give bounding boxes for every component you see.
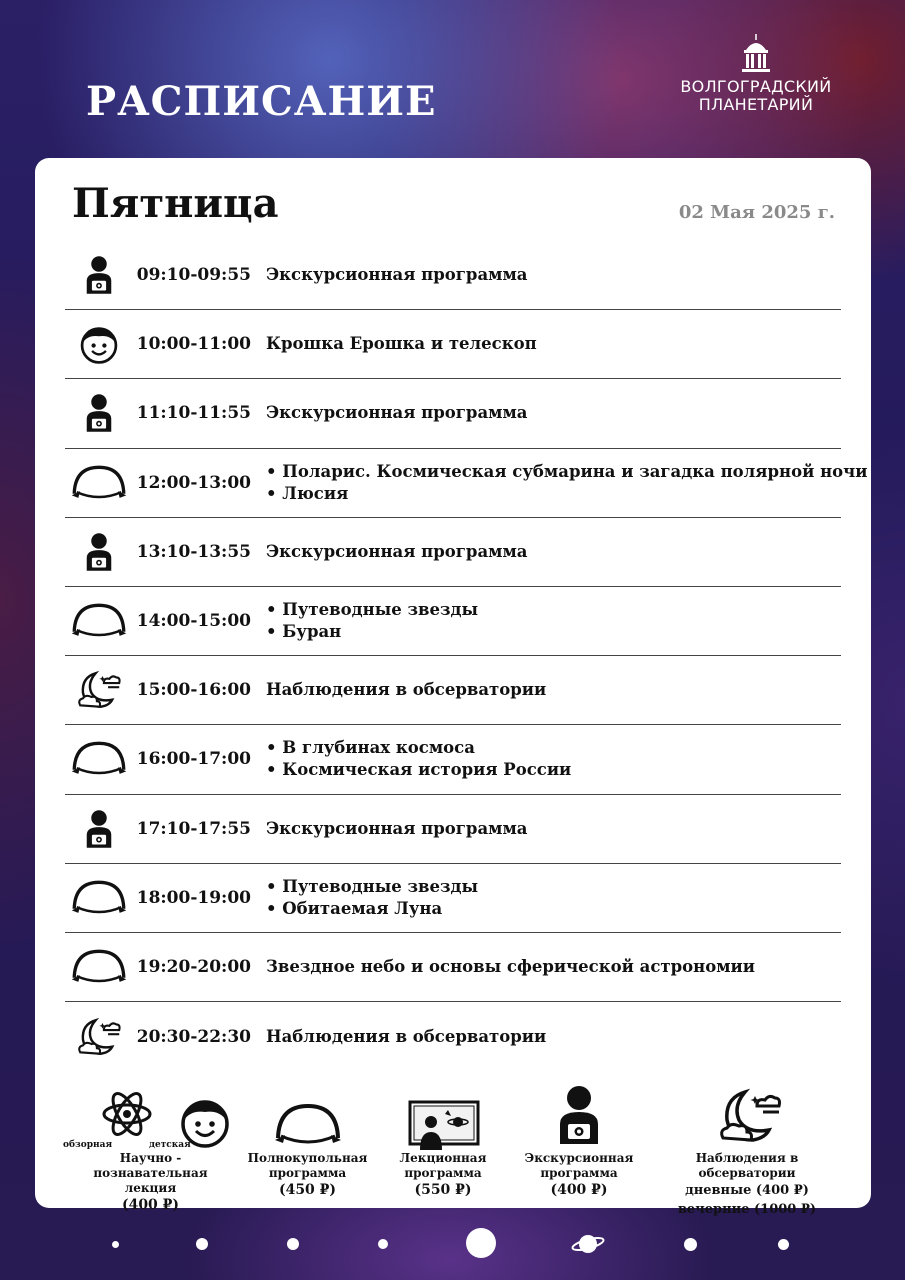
planet-dot	[466, 1228, 496, 1258]
schedule-row	[65, 518, 841, 587]
program-title: Экскурсионная программа	[266, 541, 528, 561]
program-title: Экскурсионная программа	[266, 818, 528, 838]
legend-small-right: детская	[149, 1140, 191, 1150]
program-title: • Путеводные звезды	[266, 600, 479, 620]
saturn-icon	[570, 1230, 606, 1258]
schedule-titles	[266, 461, 868, 505]
schedule-titles	[266, 1026, 546, 1048]
star-dot	[287, 1238, 299, 1250]
legend-label: Экскурсионная	[524, 1151, 634, 1165]
legend-label: Лекционная	[399, 1151, 487, 1165]
schedule-time: 10:00-11:00	[136, 334, 251, 355]
star-dot	[378, 1239, 388, 1249]
excursion-icon	[69, 391, 129, 435]
schedule-titles	[266, 541, 528, 563]
schedule-time: 20:30-22:30	[136, 1026, 251, 1047]
dome-icon	[273, 1102, 343, 1148]
legend-observatory	[647, 1088, 847, 1217]
schedule-row	[65, 725, 841, 794]
legend-price: (550 ₽)	[414, 1182, 472, 1198]
dome-icon	[69, 461, 129, 505]
schedule-titles	[266, 876, 478, 920]
schedule-titles	[266, 956, 755, 978]
schedule-row	[65, 379, 841, 448]
legend	[35, 1078, 871, 1217]
excursion-icon	[554, 1084, 604, 1146]
schedule-time: 12:00-13:00	[136, 472, 251, 493]
moon-cloud-icon	[69, 668, 129, 712]
schedule-row	[65, 587, 841, 656]
dome-icon	[69, 945, 129, 989]
program-title: • В глубинах космоса	[266, 738, 475, 758]
schedule-titles	[266, 737, 571, 781]
legend-price: (400 ₽)	[550, 1182, 608, 1198]
program-title: Звездное небо и основы сферической астрономии	[266, 956, 756, 976]
schedule-time: 09:10-09:55	[136, 265, 251, 286]
legend-price: (450 ₽)	[278, 1182, 337, 1198]
dome-icon	[69, 876, 129, 920]
program-title: • Буран	[266, 622, 342, 642]
schedule-time: 16:00-17:00	[136, 749, 251, 770]
schedule-titles	[266, 333, 537, 355]
lecture-screen-icon	[408, 1100, 480, 1152]
dome-icon	[69, 599, 129, 643]
star-dot	[112, 1241, 119, 1248]
atom-icon	[101, 1088, 153, 1140]
legend-science-lecture	[63, 1088, 238, 1213]
logo-line-2: ПЛАНЕТАРИЙ	[698, 95, 814, 114]
schedule-titles	[266, 264, 528, 286]
schedule-row	[65, 795, 841, 864]
legend-excursion-program	[519, 1088, 639, 1208]
program-title: Экскурсионная программа	[266, 265, 528, 285]
legend-label: программа	[268, 1166, 347, 1180]
schedule-time: 15:00-16:00	[136, 680, 251, 701]
legend-label: Наблюдения в обсерватории	[695, 1151, 799, 1180]
legend-label: Научно - познавательная	[93, 1151, 208, 1180]
legend-evening-price: вечерние (1000 ₽)	[677, 1202, 817, 1217]
legend-day-price: дневные (400 ₽)	[685, 1183, 809, 1198]
star-dot	[684, 1238, 697, 1251]
program-title: Наблюдения в обсерватории	[266, 680, 547, 700]
schedule-titles	[266, 818, 528, 840]
legend-lecture-program	[383, 1088, 503, 1208]
program-title: • Путеводные звезды	[266, 876, 479, 896]
schedule-row	[65, 310, 841, 379]
page-title: РАСПИСАНИЕ	[86, 78, 437, 125]
schedule-time: 17:10-17:55	[136, 818, 251, 839]
legend-dome-program	[245, 1088, 370, 1208]
schedule-titles	[266, 679, 546, 701]
schedule-row	[65, 449, 868, 518]
dome-icon	[69, 737, 129, 781]
schedule-list	[65, 241, 868, 1071]
program-title: Наблюдения в обсерватории	[266, 1026, 547, 1046]
moon-cloud-icon	[69, 1015, 129, 1059]
schedule-row	[65, 656, 841, 725]
schedule-date: 02 Мая 2025 г.	[678, 202, 835, 223]
schedule-row	[65, 864, 841, 933]
schedule-time: 19:20-20:00	[136, 956, 251, 977]
legend-small-left: обзорная	[63, 1140, 113, 1150]
schedule-time: 18:00-19:00	[136, 887, 251, 908]
excursion-icon	[69, 807, 129, 851]
schedule-card	[35, 158, 871, 1217]
legend-price: (400 ₽)	[121, 1197, 180, 1213]
program-title: • Люсия	[266, 483, 349, 503]
schedule-time: 11:10-11:55	[136, 403, 251, 424]
program-title: Экскурсионная программа	[266, 403, 528, 423]
kid-face-icon	[69, 322, 129, 366]
star-dot	[196, 1238, 208, 1250]
planetarium-building-icon	[739, 34, 773, 74]
legend-label: Полнокупольная	[247, 1151, 368, 1165]
schedule-row	[65, 933, 841, 1002]
program-title: • Космическая история России	[266, 760, 572, 780]
day-name: Пятница	[72, 180, 279, 227]
legend-label: программа	[540, 1166, 618, 1180]
program-title: • Поларис. Космическая субмарина и загадка полярной ночи	[266, 461, 868, 481]
legend-label: программа	[404, 1166, 482, 1180]
schedule-time: 13:10-13:55	[136, 541, 251, 562]
schedule-titles	[266, 402, 528, 424]
schedule-time: 14:00-15:00	[136, 611, 251, 632]
program-title: • Обитаемая Луна	[266, 898, 443, 918]
schedule-row	[65, 1002, 841, 1071]
planetarium-logo	[672, 34, 840, 114]
excursion-icon	[69, 253, 129, 297]
schedule-titles	[266, 599, 478, 643]
decorative-planets	[0, 1225, 905, 1265]
logo-line-1: ВОЛГОГРАДСКИЙ	[680, 77, 832, 96]
schedule-row	[65, 241, 841, 310]
excursion-icon	[69, 530, 129, 574]
moon-cloud-icon	[717, 1086, 783, 1146]
star-dot	[778, 1239, 789, 1250]
legend-label: лекция	[124, 1181, 177, 1195]
program-title: Крошка Ерошка и телескоп	[266, 334, 537, 354]
